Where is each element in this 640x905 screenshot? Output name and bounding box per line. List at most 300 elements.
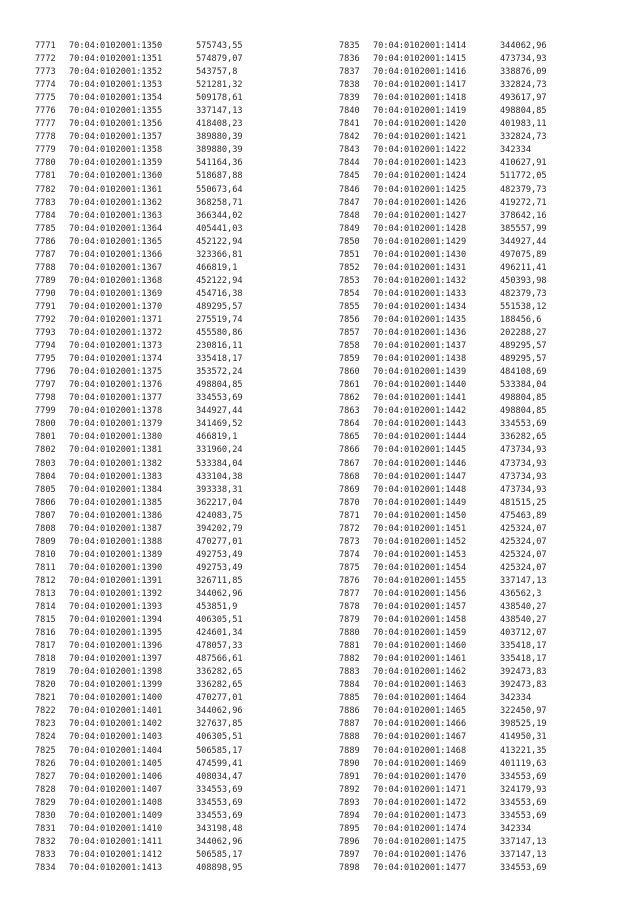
table-row xyxy=(35,458,243,471)
cadastral-number: 70:04:0102001:1448 xyxy=(373,484,467,495)
table-row xyxy=(35,144,243,157)
cadastral-number: 70:04:0102001:1460 xyxy=(373,641,467,652)
row-number: 7788 xyxy=(35,262,56,273)
table-row xyxy=(339,405,547,418)
row-number: 7772 xyxy=(35,54,56,65)
table-row xyxy=(35,249,243,262)
value-amount: 498804,85 xyxy=(500,393,547,404)
row-number: 7796 xyxy=(35,367,56,378)
table-row xyxy=(339,197,547,210)
row-number: 7831 xyxy=(35,823,56,834)
table-row xyxy=(35,731,243,744)
value-amount: 332824,73 xyxy=(500,132,547,143)
table-row xyxy=(339,731,547,744)
value-amount: 436562,3 xyxy=(500,588,542,599)
value-amount: 425324,07 xyxy=(500,562,547,573)
table-row xyxy=(35,66,243,79)
row-number: 7844 xyxy=(339,158,360,169)
value-amount: 551538,12 xyxy=(500,301,547,312)
value-amount: 401983,11 xyxy=(500,119,547,130)
table-row xyxy=(35,288,243,301)
table-row xyxy=(339,157,547,170)
value-amount: 438540,27 xyxy=(500,615,547,626)
value-amount: 550673,64 xyxy=(196,184,243,195)
value-amount: 487566,61 xyxy=(196,654,243,665)
cadastral-number: 70:04:0102001:1394 xyxy=(69,615,163,626)
row-number: 7872 xyxy=(339,523,360,534)
table-row xyxy=(339,497,547,510)
row-number: 7894 xyxy=(339,810,360,821)
table-row xyxy=(35,784,243,797)
table-row xyxy=(35,862,243,875)
table-row xyxy=(339,666,547,679)
table-row xyxy=(35,836,243,849)
table-row xyxy=(35,745,243,758)
cadastral-number: 70:04:0102001:1441 xyxy=(373,393,467,404)
cadastral-number: 70:04:0102001:1468 xyxy=(373,745,467,756)
table-row xyxy=(35,653,243,666)
row-number: 7790 xyxy=(35,288,56,299)
value-amount: 202288,27 xyxy=(500,328,547,339)
cadastral-number: 70:04:0102001:1366 xyxy=(69,249,163,260)
row-number: 7859 xyxy=(339,354,360,365)
table-row xyxy=(339,797,547,810)
row-number: 7827 xyxy=(35,771,56,782)
row-number: 7821 xyxy=(35,693,56,704)
row-number: 7808 xyxy=(35,523,56,534)
table-row xyxy=(35,575,243,588)
value-amount: 334553,69 xyxy=(196,393,243,404)
table-row xyxy=(339,131,547,144)
row-number: 7886 xyxy=(339,706,360,717)
value-amount: 489295,57 xyxy=(500,354,547,365)
value-amount: 506585,17 xyxy=(196,745,243,756)
value-amount: 362217,04 xyxy=(196,497,243,508)
row-number: 7852 xyxy=(339,262,360,273)
value-amount: 419272,71 xyxy=(500,197,547,208)
row-number: 7819 xyxy=(35,667,56,678)
row-number: 7815 xyxy=(35,615,56,626)
value-amount: 327637,85 xyxy=(196,719,243,730)
table-row xyxy=(35,614,243,627)
value-amount: 366344,02 xyxy=(196,210,243,221)
cadastral-number: 70:04:0102001:1420 xyxy=(373,119,467,130)
value-amount: 433104,38 xyxy=(196,471,243,482)
cadastral-number: 70:04:0102001:1465 xyxy=(373,706,467,717)
value-amount: 337147,13 xyxy=(500,836,547,847)
value-amount: 498804,85 xyxy=(196,380,243,391)
cadastral-number: 70:04:0102001:1419 xyxy=(373,106,467,117)
value-amount: 509178,61 xyxy=(196,93,243,104)
row-number: 7885 xyxy=(339,693,360,704)
row-number: 7838 xyxy=(339,80,360,91)
value-amount: 335418,17 xyxy=(500,641,547,652)
row-number: 7879 xyxy=(339,615,360,626)
value-amount: 518687,88 xyxy=(196,171,243,182)
table-row xyxy=(339,771,547,784)
row-number: 7836 xyxy=(339,54,360,65)
row-number: 7846 xyxy=(339,184,360,195)
row-number: 7789 xyxy=(35,275,56,286)
value-amount: 492753,49 xyxy=(196,549,243,560)
cadastral-number: 70:04:0102001:1432 xyxy=(373,275,467,286)
table-row xyxy=(35,771,243,784)
table-row xyxy=(339,327,547,340)
row-number: 7878 xyxy=(339,602,360,613)
row-number: 7817 xyxy=(35,641,56,652)
cadastral-number: 70:04:0102001:1463 xyxy=(373,680,467,691)
value-amount: 406305,51 xyxy=(196,615,243,626)
cadastral-number: 70:04:0102001:1363 xyxy=(69,210,163,221)
table-row xyxy=(35,262,243,275)
value-amount: 342334 xyxy=(500,693,532,704)
cadastral-number: 70:04:0102001:1397 xyxy=(69,654,163,665)
table-row xyxy=(339,262,547,275)
cadastral-number: 70:04:0102001:1446 xyxy=(373,458,467,469)
value-amount: 368258,71 xyxy=(196,197,243,208)
table-row xyxy=(339,823,547,836)
value-amount: 188456,6 xyxy=(500,314,542,325)
value-amount: 543757,8 xyxy=(196,67,238,78)
row-number: 7828 xyxy=(35,784,56,795)
row-number: 7892 xyxy=(339,784,360,795)
row-number: 7792 xyxy=(35,314,56,325)
value-amount: 575743,55 xyxy=(196,41,243,51)
cadastral-number: 70:04:0102001:1387 xyxy=(69,523,163,534)
table-row xyxy=(339,170,547,183)
value-amount: 418408,23 xyxy=(196,119,243,130)
table-row xyxy=(35,92,243,105)
table-row xyxy=(35,170,243,183)
row-number: 7880 xyxy=(339,628,360,639)
cadastral-number: 70:04:0102001:1470 xyxy=(373,771,467,782)
table-row xyxy=(339,249,547,262)
table-row xyxy=(339,745,547,758)
cadastral-number: 70:04:0102001:1373 xyxy=(69,341,163,352)
value-amount: 335418,17 xyxy=(196,354,243,365)
table-row xyxy=(35,379,243,392)
row-number: 7865 xyxy=(339,432,360,443)
row-number: 7866 xyxy=(339,445,360,456)
value-amount: 334553,69 xyxy=(500,810,547,821)
cadastral-number: 70:04:0102001:1427 xyxy=(373,210,467,221)
table-row xyxy=(339,849,547,862)
table-row xyxy=(339,53,547,66)
value-amount: 489295,57 xyxy=(500,341,547,352)
cadastral-number: 70:04:0102001:1473 xyxy=(373,810,467,821)
row-number: 7889 xyxy=(339,745,360,756)
cadastral-number: 70:04:0102001:1396 xyxy=(69,641,163,652)
value-amount: 403712,07 xyxy=(500,628,547,639)
value-amount: 478057,33 xyxy=(196,641,243,652)
cadastral-number: 70:04:0102001:1398 xyxy=(69,667,163,678)
cadastral-number: 70:04:0102001:1388 xyxy=(69,536,163,547)
cadastral-number: 70:04:0102001:1438 xyxy=(373,354,467,365)
row-number: 7800 xyxy=(35,419,56,430)
cadastral-number: 70:04:0102001:1477 xyxy=(373,862,467,873)
table-row xyxy=(35,418,243,431)
cadastral-number: 70:04:0102001:1425 xyxy=(373,184,467,195)
cadastral-number: 70:04:0102001:1423 xyxy=(373,158,467,169)
row-number: 7837 xyxy=(339,67,360,78)
row-number: 7834 xyxy=(35,862,56,873)
table-row xyxy=(35,536,243,549)
cadastral-number: 70:04:0102001:1390 xyxy=(69,562,163,573)
value-amount: 410627,91 xyxy=(500,158,547,169)
cadastral-number: 70:04:0102001:1350 xyxy=(69,41,163,51)
row-number: 7840 xyxy=(339,106,360,117)
row-number: 7774 xyxy=(35,80,56,91)
value-amount: 337147,13 xyxy=(500,849,547,860)
table-row xyxy=(35,105,243,118)
row-number: 7814 xyxy=(35,602,56,613)
row-number: 7873 xyxy=(339,536,360,547)
table-row xyxy=(339,718,547,731)
cadastral-number: 70:04:0102001:1443 xyxy=(373,419,467,430)
cadastral-number: 70:04:0102001:1455 xyxy=(373,575,467,586)
cadastral-number: 70:04:0102001:1365 xyxy=(69,236,163,247)
cadastral-number: 70:04:0102001:1440 xyxy=(373,380,467,391)
table-row xyxy=(339,679,547,692)
table-row xyxy=(35,314,243,327)
table-row xyxy=(339,523,547,536)
value-amount: 470277,01 xyxy=(196,693,243,704)
cadastral-number: 70:04:0102001:1475 xyxy=(373,836,467,847)
value-amount: 473734,93 xyxy=(500,458,547,469)
row-number: 7855 xyxy=(339,301,360,312)
table-row xyxy=(339,288,547,301)
table-row xyxy=(35,549,243,562)
cadastral-number: 70:04:0102001:1430 xyxy=(373,249,467,260)
value-amount: 413221,35 xyxy=(500,745,547,756)
value-amount: 424601,34 xyxy=(196,628,243,639)
value-amount: 511772,05 xyxy=(500,171,547,182)
row-number: 7802 xyxy=(35,445,56,456)
table-row xyxy=(339,471,547,484)
left-column xyxy=(35,40,243,875)
row-number: 7888 xyxy=(339,732,360,743)
table-row xyxy=(339,40,547,53)
value-amount: 438540,27 xyxy=(500,602,547,613)
row-number: 7811 xyxy=(35,562,56,573)
cadastral-number: 70:04:0102001:1467 xyxy=(373,732,467,743)
value-amount: 342334 xyxy=(500,145,532,156)
row-number: 7884 xyxy=(339,680,360,691)
table-row xyxy=(35,392,243,405)
row-number: 7848 xyxy=(339,210,360,221)
value-amount: 466819,1 xyxy=(196,262,238,273)
cadastral-number: 70:04:0102001:1464 xyxy=(373,693,467,704)
cadastral-number: 70:04:0102001:1414 xyxy=(373,41,467,51)
table-row xyxy=(35,627,243,640)
cadastral-number: 70:04:0102001:1358 xyxy=(69,145,163,156)
value-amount: 450393,98 xyxy=(500,275,547,286)
table-row xyxy=(339,275,547,288)
value-amount: 389880,39 xyxy=(196,145,243,156)
table-row xyxy=(35,79,243,92)
row-number: 7791 xyxy=(35,301,56,312)
table-row xyxy=(339,836,547,849)
row-number: 7771 xyxy=(35,41,56,51)
value-amount: 492753,49 xyxy=(196,562,243,573)
value-amount: 506585,17 xyxy=(196,849,243,860)
value-amount: 336282,65 xyxy=(196,680,243,691)
value-amount: 323366,81 xyxy=(196,249,243,260)
row-number: 7779 xyxy=(35,145,56,156)
row-number: 7816 xyxy=(35,628,56,639)
value-amount: 466819,1 xyxy=(196,432,238,443)
row-number: 7794 xyxy=(35,341,56,352)
cadastral-number: 70:04:0102001:1383 xyxy=(69,471,163,482)
table-row xyxy=(339,484,547,497)
table-row xyxy=(339,810,547,823)
value-amount: 344927,44 xyxy=(500,236,547,247)
row-number: 7810 xyxy=(35,549,56,560)
value-amount: 475463,89 xyxy=(500,510,547,521)
cadastral-number: 70:04:0102001:1454 xyxy=(373,562,467,573)
cadastral-number: 70:04:0102001:1355 xyxy=(69,106,163,117)
table-row xyxy=(339,79,547,92)
value-amount: 401119,63 xyxy=(500,758,547,769)
value-amount: 452122,94 xyxy=(196,275,243,286)
row-number: 7799 xyxy=(35,406,56,417)
value-amount: 344062,96 xyxy=(500,41,547,51)
row-number: 7856 xyxy=(339,314,360,325)
cadastral-number: 70:04:0102001:1424 xyxy=(373,171,467,182)
cadastral-number: 70:04:0102001:1415 xyxy=(373,54,467,65)
table-row xyxy=(35,601,243,614)
cadastral-number: 70:04:0102001:1360 xyxy=(69,171,163,182)
row-number: 7875 xyxy=(339,562,360,573)
cadastral-number: 70:04:0102001:1451 xyxy=(373,523,467,534)
table-row xyxy=(339,301,547,314)
table-row xyxy=(35,797,243,810)
table-row xyxy=(35,444,243,457)
table-row xyxy=(35,53,243,66)
table-row xyxy=(339,379,547,392)
cadastral-number: 70:04:0102001:1353 xyxy=(69,80,163,91)
value-amount: 344062,96 xyxy=(196,836,243,847)
table-row xyxy=(35,758,243,771)
table-row xyxy=(35,810,243,823)
value-amount: 574879,07 xyxy=(196,54,243,65)
value-amount: 398525,19 xyxy=(500,719,547,730)
cadastral-number: 70:04:0102001:1379 xyxy=(69,419,163,430)
cadastral-number: 70:04:0102001:1400 xyxy=(69,693,163,704)
row-number: 7777 xyxy=(35,119,56,130)
value-amount: 331960,24 xyxy=(196,445,243,456)
row-number: 7874 xyxy=(339,549,360,560)
row-number: 7775 xyxy=(35,93,56,104)
table-row xyxy=(339,236,547,249)
cadastral-number: 70:04:0102001:1378 xyxy=(69,406,163,417)
cadastral-number: 70:04:0102001:1445 xyxy=(373,445,467,456)
row-number: 7870 xyxy=(339,497,360,508)
row-number: 7793 xyxy=(35,328,56,339)
value-amount: 336282,65 xyxy=(500,432,547,443)
value-amount: 378642,16 xyxy=(500,210,547,221)
table-row xyxy=(339,431,547,444)
cadastral-number: 70:04:0102001:1456 xyxy=(373,588,467,599)
row-number: 7862 xyxy=(339,393,360,404)
table-row xyxy=(339,105,547,118)
table-row xyxy=(339,705,547,718)
cadastral-number: 70:04:0102001:1385 xyxy=(69,497,163,508)
row-number: 7861 xyxy=(339,380,360,391)
value-amount: 392473,83 xyxy=(500,680,547,691)
table-row xyxy=(339,588,547,601)
value-amount: 344062,96 xyxy=(196,588,243,599)
table-row xyxy=(339,392,547,405)
table-row xyxy=(35,510,243,523)
cadastral-number: 70:04:0102001:1356 xyxy=(69,119,163,130)
value-amount: 425324,07 xyxy=(500,549,547,560)
row-number: 7784 xyxy=(35,210,56,221)
table-row xyxy=(339,627,547,640)
value-amount: 326711,85 xyxy=(196,575,243,586)
row-number: 7778 xyxy=(35,132,56,143)
value-amount: 454716,38 xyxy=(196,288,243,299)
value-amount: 481515,25 xyxy=(500,497,547,508)
cadastral-number: 70:04:0102001:1384 xyxy=(69,484,163,495)
cadastral-number: 70:04:0102001:1352 xyxy=(69,67,163,78)
cadastral-number: 70:04:0102001:1409 xyxy=(69,810,163,821)
table-row xyxy=(339,510,547,523)
value-amount: 498804,85 xyxy=(500,106,547,117)
cadastral-number: 70:04:0102001:1437 xyxy=(373,341,467,352)
value-amount: 541164,36 xyxy=(196,158,243,169)
value-amount: 493617,97 xyxy=(500,93,547,104)
value-amount: 344062,96 xyxy=(196,706,243,717)
table-row xyxy=(339,562,547,575)
cadastral-number: 70:04:0102001:1472 xyxy=(373,797,467,808)
cadastral-number: 70:04:0102001:1453 xyxy=(373,549,467,560)
row-number: 7887 xyxy=(339,719,360,730)
cadastral-number: 70:04:0102001:1413 xyxy=(69,862,163,873)
row-number: 7822 xyxy=(35,706,56,717)
cadastral-number: 70:04:0102001:1393 xyxy=(69,602,163,613)
cadastral-number: 70:04:0102001:1368 xyxy=(69,275,163,286)
cadastral-number: 70:04:0102001:1471 xyxy=(373,784,467,795)
cadastral-number: 70:04:0102001:1469 xyxy=(373,758,467,769)
row-number: 7854 xyxy=(339,288,360,299)
value-amount: 337147,13 xyxy=(196,106,243,117)
row-number: 7801 xyxy=(35,432,56,443)
table-row xyxy=(35,484,243,497)
row-number: 7858 xyxy=(339,341,360,352)
cadastral-number: 70:04:0102001:1459 xyxy=(373,628,467,639)
row-number: 7818 xyxy=(35,654,56,665)
table-row xyxy=(35,471,243,484)
cadastral-number: 70:04:0102001:1449 xyxy=(373,497,467,508)
row-number: 7812 xyxy=(35,575,56,586)
value-amount: 393338,31 xyxy=(196,484,243,495)
cadastral-number: 70:04:0102001:1370 xyxy=(69,301,163,312)
value-amount: 334553,69 xyxy=(500,419,547,430)
value-amount: 425324,07 xyxy=(500,523,547,534)
table-row xyxy=(35,692,243,705)
value-amount: 342334 xyxy=(500,823,532,834)
table-row xyxy=(35,588,243,601)
value-amount: 341469,52 xyxy=(196,419,243,430)
value-amount: 482379,73 xyxy=(500,288,547,299)
cadastral-number: 70:04:0102001:1444 xyxy=(373,432,467,443)
cadastral-number: 70:04:0102001:1402 xyxy=(69,719,163,730)
row-number: 7813 xyxy=(35,588,56,599)
row-number: 7843 xyxy=(339,145,360,156)
row-number: 7881 xyxy=(339,641,360,652)
cadastral-number: 70:04:0102001:1436 xyxy=(373,328,467,339)
